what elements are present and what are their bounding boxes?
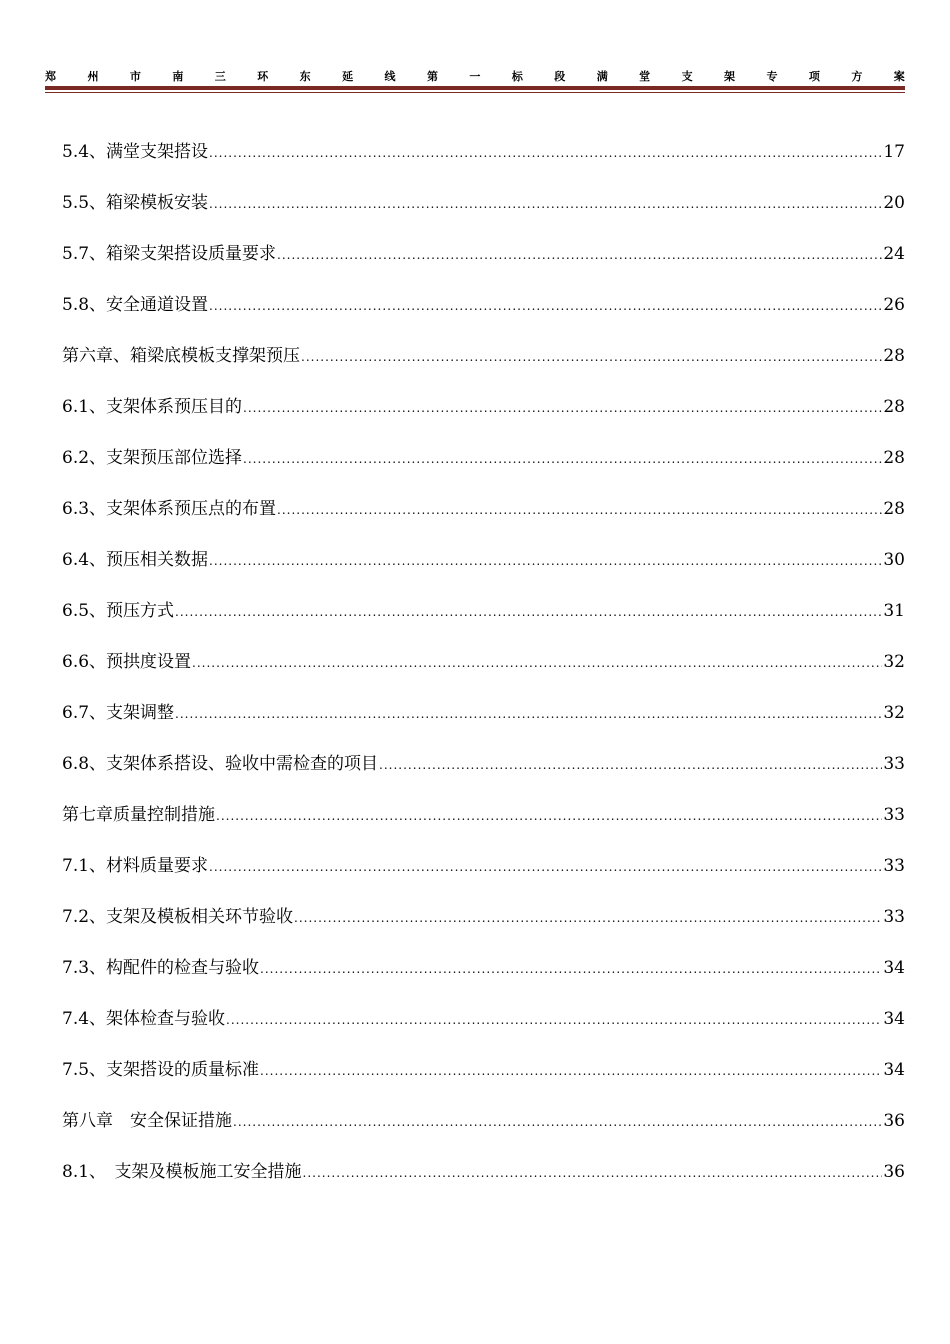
toc-entry-label: 第六章、箱梁底模板支撑架预压 (62, 346, 300, 366)
toc-entry-label: 7.4、架体检查与验收 (62, 1009, 226, 1029)
toc-entry[interactable] (62, 979, 905, 1030)
toc-entry[interactable] (62, 724, 905, 775)
header-title (45, 70, 905, 84)
toc-entry[interactable] (62, 418, 905, 469)
toc-entry[interactable] (62, 928, 905, 979)
toc-entry-page-number: 28 (883, 346, 905, 366)
toc-entry[interactable] (62, 112, 905, 163)
toc-entry-label: 6.4、预压相关数据 (62, 550, 209, 570)
toc-entry-page-number: 33 (883, 907, 905, 927)
header-title-char: 州 (87, 70, 99, 83)
table-of-contents (62, 112, 905, 1183)
header-title-char: 项 (808, 70, 820, 83)
header-title-char: 支 (681, 70, 693, 83)
toc-dot-leader (209, 298, 882, 315)
toc-entry-page-number: 36 (883, 1162, 905, 1182)
toc-entry-label: 第七章质量控制措施 (62, 805, 215, 825)
header-title-char: 南 (172, 70, 184, 83)
toc-entry-page-number: 34 (883, 1060, 905, 1080)
toc-entry-label: 6.6、预拱度设置 (62, 652, 192, 672)
toc-dot-leader (277, 247, 882, 264)
toc-entry[interactable] (62, 1081, 905, 1132)
toc-entry[interactable] (62, 367, 905, 418)
toc-dot-leader (277, 502, 882, 519)
toc-entry[interactable] (62, 1030, 905, 1081)
toc-dot-leader (209, 196, 882, 213)
toc-entry[interactable] (62, 622, 905, 673)
header-title-char: 三 (214, 70, 226, 83)
header-title-char: 标 (511, 70, 523, 83)
toc-entry-page-number: 32 (883, 652, 905, 672)
toc-entry-label: 6.1、支架体系预压目的 (62, 397, 243, 417)
toc-entry[interactable] (62, 877, 905, 928)
toc-entry[interactable] (62, 520, 905, 571)
toc-dot-leader (209, 553, 882, 570)
toc-dot-leader (226, 1012, 882, 1029)
header-title-char: 段 (554, 70, 566, 83)
header-title-char: 专 (766, 70, 778, 83)
toc-dot-leader (216, 808, 882, 825)
toc-entry-label: 6.3、支架体系预压点的布置 (62, 499, 277, 519)
toc-dot-leader (243, 451, 882, 468)
toc-entry[interactable] (62, 673, 905, 724)
toc-entry[interactable] (62, 826, 905, 877)
header-title-char: 架 (724, 70, 735, 83)
header-title-char: 东 (299, 70, 311, 83)
toc-dot-leader (294, 910, 882, 927)
toc-entry-label: 7.1、材料质量要求 (62, 856, 209, 876)
toc-entry-page-number: 28 (883, 499, 905, 519)
toc-entry-page-number: 33 (883, 805, 905, 825)
toc-entry[interactable] (62, 469, 905, 520)
toc-dot-leader (209, 859, 882, 876)
toc-entry-page-number: 28 (883, 448, 905, 468)
toc-entry-label: 5.4、满堂支架搭设 (62, 142, 209, 162)
toc-dot-leader (260, 1063, 882, 1080)
header-title-char: 郑 (45, 70, 56, 83)
header-title-char: 满 (596, 70, 608, 83)
toc-entry[interactable] (62, 571, 905, 622)
toc-entry-label: 6.2、支架预压部位选择 (62, 448, 243, 468)
toc-entry-page-number: 34 (883, 958, 905, 978)
toc-entry-label: 6.5、预压方式 (62, 601, 175, 621)
toc-entry-page-number: 24 (883, 244, 905, 264)
toc-entry[interactable] (62, 214, 905, 265)
toc-dot-leader (175, 604, 882, 621)
page-header (45, 70, 905, 93)
toc-entry-page-number: 26 (883, 295, 905, 315)
toc-entry[interactable] (62, 1132, 905, 1183)
toc-entry-label: 7.3、构配件的检查与验收 (62, 958, 260, 978)
header-title-char: 一 (469, 70, 481, 83)
header-title-char: 第 (426, 70, 438, 83)
header-title-char: 环 (257, 70, 269, 83)
toc-entry-label: 5.5、箱梁模板安装 (62, 193, 209, 213)
toc-entry-page-number: 33 (883, 856, 905, 876)
toc-entry-label: 5.8、安全通道设置 (62, 295, 209, 315)
toc-entry-page-number: 20 (883, 193, 905, 213)
toc-entry-page-number: 34 (883, 1009, 905, 1029)
toc-entry[interactable] (62, 316, 905, 367)
toc-entry-page-number: 33 (883, 754, 905, 774)
toc-dot-leader (243, 400, 882, 417)
toc-entry-page-number: 32 (883, 703, 905, 723)
toc-dot-leader (260, 961, 882, 978)
header-title-char: 案 (893, 70, 905, 83)
toc-entry[interactable] (62, 163, 905, 214)
toc-entry-page-number: 30 (883, 550, 905, 570)
header-rule-thick (45, 86, 905, 90)
toc-entry[interactable] (62, 775, 905, 826)
header-title-char: 市 (129, 70, 141, 83)
toc-dot-leader (233, 1114, 882, 1131)
toc-entry-label: 6.7、支架调整 (62, 703, 175, 723)
header-title-char: 线 (384, 70, 396, 83)
header-rule-thin (45, 92, 905, 93)
toc-dot-leader (175, 706, 882, 723)
toc-entry-label: 第八章 安全保证措施 (62, 1111, 232, 1131)
toc-entry-label: 5.7、箱梁支架搭设质量要求 (62, 244, 277, 264)
toc-entry-page-number: 17 (883, 142, 905, 162)
toc-entry-page-number: 36 (883, 1111, 905, 1131)
toc-dot-leader (192, 655, 882, 672)
toc-dot-leader (379, 757, 882, 774)
toc-entry-label: 7.5、支架搭设的质量标准 (62, 1060, 260, 1080)
toc-entry-label: 7.2、支架及模板相关环节验收 (62, 907, 294, 927)
header-title-char: 延 (342, 70, 354, 83)
toc-dot-leader (301, 349, 882, 366)
toc-entry-label: 6.8、支架体系搭设、验收中需检查的项目 (62, 754, 379, 774)
toc-dot-leader (303, 1165, 883, 1182)
toc-entry-label: 8.1、 支架及模板施工安全措施 (62, 1162, 302, 1182)
header-title-char: 方 (851, 70, 863, 83)
toc-entry[interactable] (62, 265, 905, 316)
toc-entry-page-number: 31 (883, 601, 905, 621)
toc-entry-page-number: 28 (883, 397, 905, 417)
toc-dot-leader (209, 145, 882, 162)
header-title-char: 堂 (639, 70, 651, 83)
